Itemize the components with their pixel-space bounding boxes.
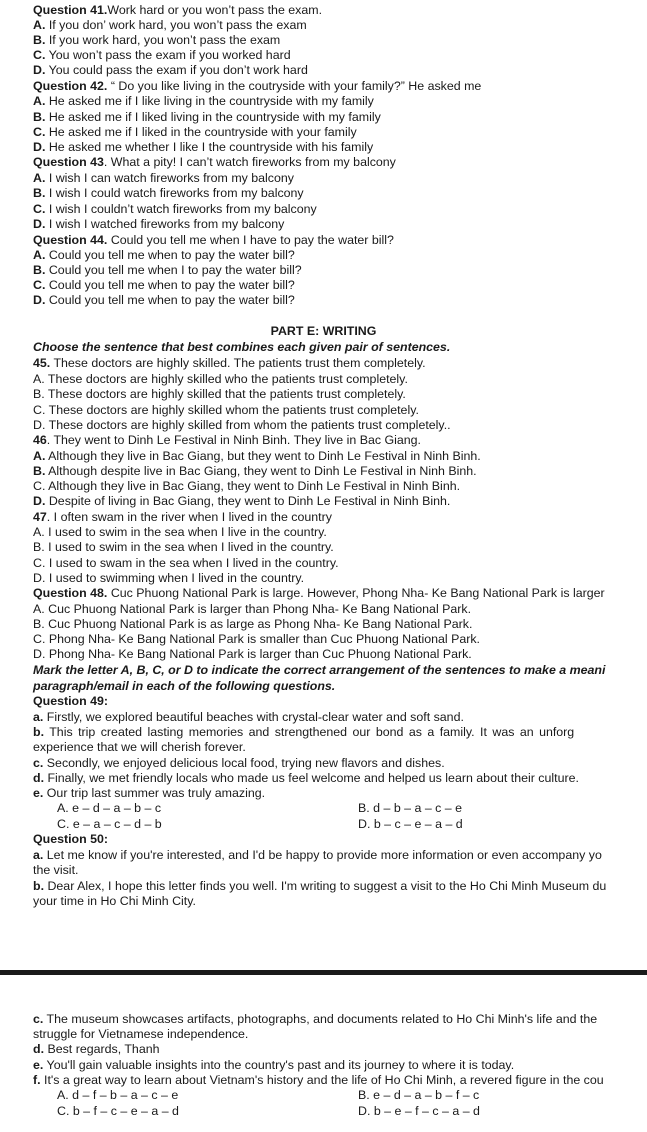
question-43 — [33, 155, 396, 170]
option-a: A. Cuc Phuong National Park is larger than Phong Nha- Ke Bang National Park. — [33, 602, 472, 616]
sentence-b-cont: your time in Ho Chi Minh City. — [33, 894, 196, 908]
question-stem: . I often swam in the river when I lived in the country — [46, 510, 332, 524]
option-c: C. You won’t pass the exam if you worked hard — [33, 48, 291, 62]
question-stem: Could you tell me when I have to pay the water bill? — [107, 233, 394, 247]
option-c: C. I wish I couldn’t watch fireworks from my balcony — [33, 202, 317, 216]
question-stem: Work hard or you won’t pass the exam. — [107, 3, 323, 17]
question-label: Question 43 — [33, 155, 104, 169]
option-b: B. Although despite live in Bac Giang, they went to Dinh Le Festival in Ninh Binh. — [33, 464, 477, 478]
question-46 — [33, 433, 421, 448]
question-label: Question 42. — [33, 79, 108, 93]
sentence-c: c. The museum showcases artifacts, photographs, and documents related to Ho Chi Minh's life and the — [33, 1012, 598, 1026]
arrange-instruction: Mark the letter A, B, C, or D to indicate the correct arrangement of the sentences to make a meani — [33, 663, 606, 677]
option-b: B. I used to swim in the sea when I lived in the country. — [33, 540, 334, 554]
question-label: Question 41. — [33, 3, 108, 17]
sentence-e: e. Our trip last summer was truly amazing. — [33, 786, 266, 800]
option-a: A. Although they live in Bac Giang, but they went to Dinh Le Festival in Ninh Binh. — [33, 449, 481, 463]
option-d: D. Could you tell me when to pay the water bill? — [33, 293, 295, 307]
sentence-c: c. Secondly, we enjoyed delicious local food, trying new flavors and dishes. — [33, 756, 445, 770]
sentence-a-cont: the visit. — [33, 863, 79, 877]
question-label: 46 — [33, 433, 47, 447]
option-a: A. Could you tell me when to pay the water bill? — [33, 248, 295, 262]
option-d: D. These doctors are highly skilled from whom the patients trust completely.. — [33, 418, 451, 432]
question-45 — [33, 356, 426, 371]
option-a: A. If you don’ work hard, you won’t pass the exam — [33, 18, 307, 32]
option-c: C. I used to swam in the sea when I lived in the country. — [33, 556, 339, 570]
option-d: D. Despite of living in Bac Giang, they went to Dinh Le Festival in Ninh Binh. — [33, 494, 451, 508]
sentence-a: a. Firstly, we explored beautiful beaches with crystal-clear water and soft sand. — [33, 710, 464, 724]
sentence-a: a. Let me know if you're interested, and I'd be happy to provide more information or even accompany yo — [33, 848, 602, 862]
question-48 — [33, 586, 605, 601]
sentence-d: d. Best regards, Thanh — [33, 1042, 160, 1056]
option-a: A. These doctors are highly skilled who the patients trust completely. — [33, 372, 408, 386]
option-b: B. I wish I could watch fireworks from my balcony — [33, 186, 304, 200]
question-41 — [33, 3, 322, 18]
sentence-b-cont: experience that we will cherish forever. — [33, 740, 246, 754]
page-divider — [0, 970, 647, 975]
question-stem: These doctors are highly skilled. The patients trust them completely. — [50, 356, 426, 370]
choice-d: D. b – c – e – a – d — [358, 817, 463, 831]
option-d: D. Phong Nha- Ke Bang National Park is larger than Cuc Phuong National Park. — [33, 647, 472, 661]
question-50-label: Question 50: — [33, 832, 109, 846]
question-label: 45. — [33, 356, 51, 370]
question-42 — [33, 79, 481, 94]
option-d: D. I wish I watched fireworks from my balcony — [33, 217, 285, 231]
option-b: B. Cuc Phuong National Park is as large as Phong Nha- Ke Bang National Park. — [33, 617, 473, 631]
option-b: B. These doctors are highly skilled that the patients trust completely. — [33, 387, 406, 401]
section-title: PART E: WRITING — [270, 324, 377, 338]
question-label: Question 44. — [33, 233, 108, 247]
option-a: A. I used to swim in the sea when I live in the country. — [33, 525, 327, 539]
question-47 — [33, 510, 332, 525]
option-a: A. I wish I can watch fireworks from my balcony — [33, 171, 294, 185]
option-d: D. I used to swimming when I lived in the country. — [33, 571, 305, 585]
option-c: C. Could you tell me when to pay the water bill? — [33, 278, 295, 292]
sentence-e: e. You'll gain valuable insights into the country's past and its journey to where it is today. — [33, 1058, 515, 1072]
question-stem: . What a pity! I can’t watch fireworks from my balcony — [103, 155, 396, 169]
sentence-f: f. It's a great way to learn about Vietnam's history and the life of Ho Chi Minh, a revered figure in the cou — [33, 1073, 604, 1087]
choice-c: C. e – a – c – d – b — [57, 817, 162, 831]
option-b: B. He asked me if I liked living in the countryside with my family — [33, 110, 381, 124]
question-stem: Cuc Phuong National Park is large. However, Phong Nha- Ke Bang National Park is larger — [107, 586, 605, 600]
question-stem: . They went to Dinh Le Festival in Ninh Binh. They live in Bac Giang. — [46, 433, 422, 447]
section-instruction: Choose the sentence that best combines each given pair of sentences. — [33, 340, 451, 354]
option-b: B. Could you tell me when I to pay the water bill? — [33, 263, 302, 277]
arrange-instruction-cont: paragraph/email in each of the following questions. — [33, 679, 336, 693]
option-d: D. You could pass the exam if you don’t work hard — [33, 63, 308, 77]
choice-d: D. b – e – f – c – a – d — [358, 1104, 480, 1118]
question-label: 47 — [33, 510, 47, 524]
choice-a: A. e – d – a – b – c — [57, 801, 162, 815]
question-label: Question 48. — [33, 586, 108, 600]
option-c: C. These doctors are highly skilled whom the patients trust completely. — [33, 403, 419, 417]
option-c: C. He asked me if I liked in the countryside with your family — [33, 125, 357, 139]
option-c: C. Phong Nha- Ke Bang National Park is smaller than Cuc Phuong National Park. — [33, 632, 481, 646]
option-d: D. He asked me whether I like I the countryside with his family — [33, 140, 374, 154]
choice-b: B. e – d – a – b – f – c — [358, 1088, 480, 1102]
sentence-c-cont: struggle for Vietnamese independence. — [33, 1027, 249, 1041]
sentence-d: d. Finally, we met friendly locals who made us feel welcome and helped us learn about their culture. — [33, 771, 579, 785]
choice-b: B. d – b – a – c – e — [358, 801, 463, 815]
question-44 — [33, 233, 394, 248]
question-stem: “ Do you like living in the coutryside with your family?” He asked me — [107, 79, 482, 93]
sentence-b: b. This trip created lasting memories and strengthened our bond as a family. It was an unforg — [33, 725, 575, 739]
option-c: C. Although they live in Bac Giang, they went to Dinh Le Festival in Ninh Binh. — [33, 479, 461, 493]
choice-a: A. d – f – b – a – c – e — [57, 1088, 179, 1102]
sentence-b: b. Dear Alex, I hope this letter finds you well. I'm writing to suggest a visit to the Ho Chi Minh Museum du — [33, 879, 607, 893]
option-b: B. If you work hard, you won’t pass the exam — [33, 33, 281, 47]
question-49-label: Question 49: — [33, 694, 109, 708]
choice-c: C. b – f – c – e – a – d — [57, 1104, 179, 1118]
option-a: A. He asked me if I like living in the countryside with my family — [33, 94, 374, 108]
